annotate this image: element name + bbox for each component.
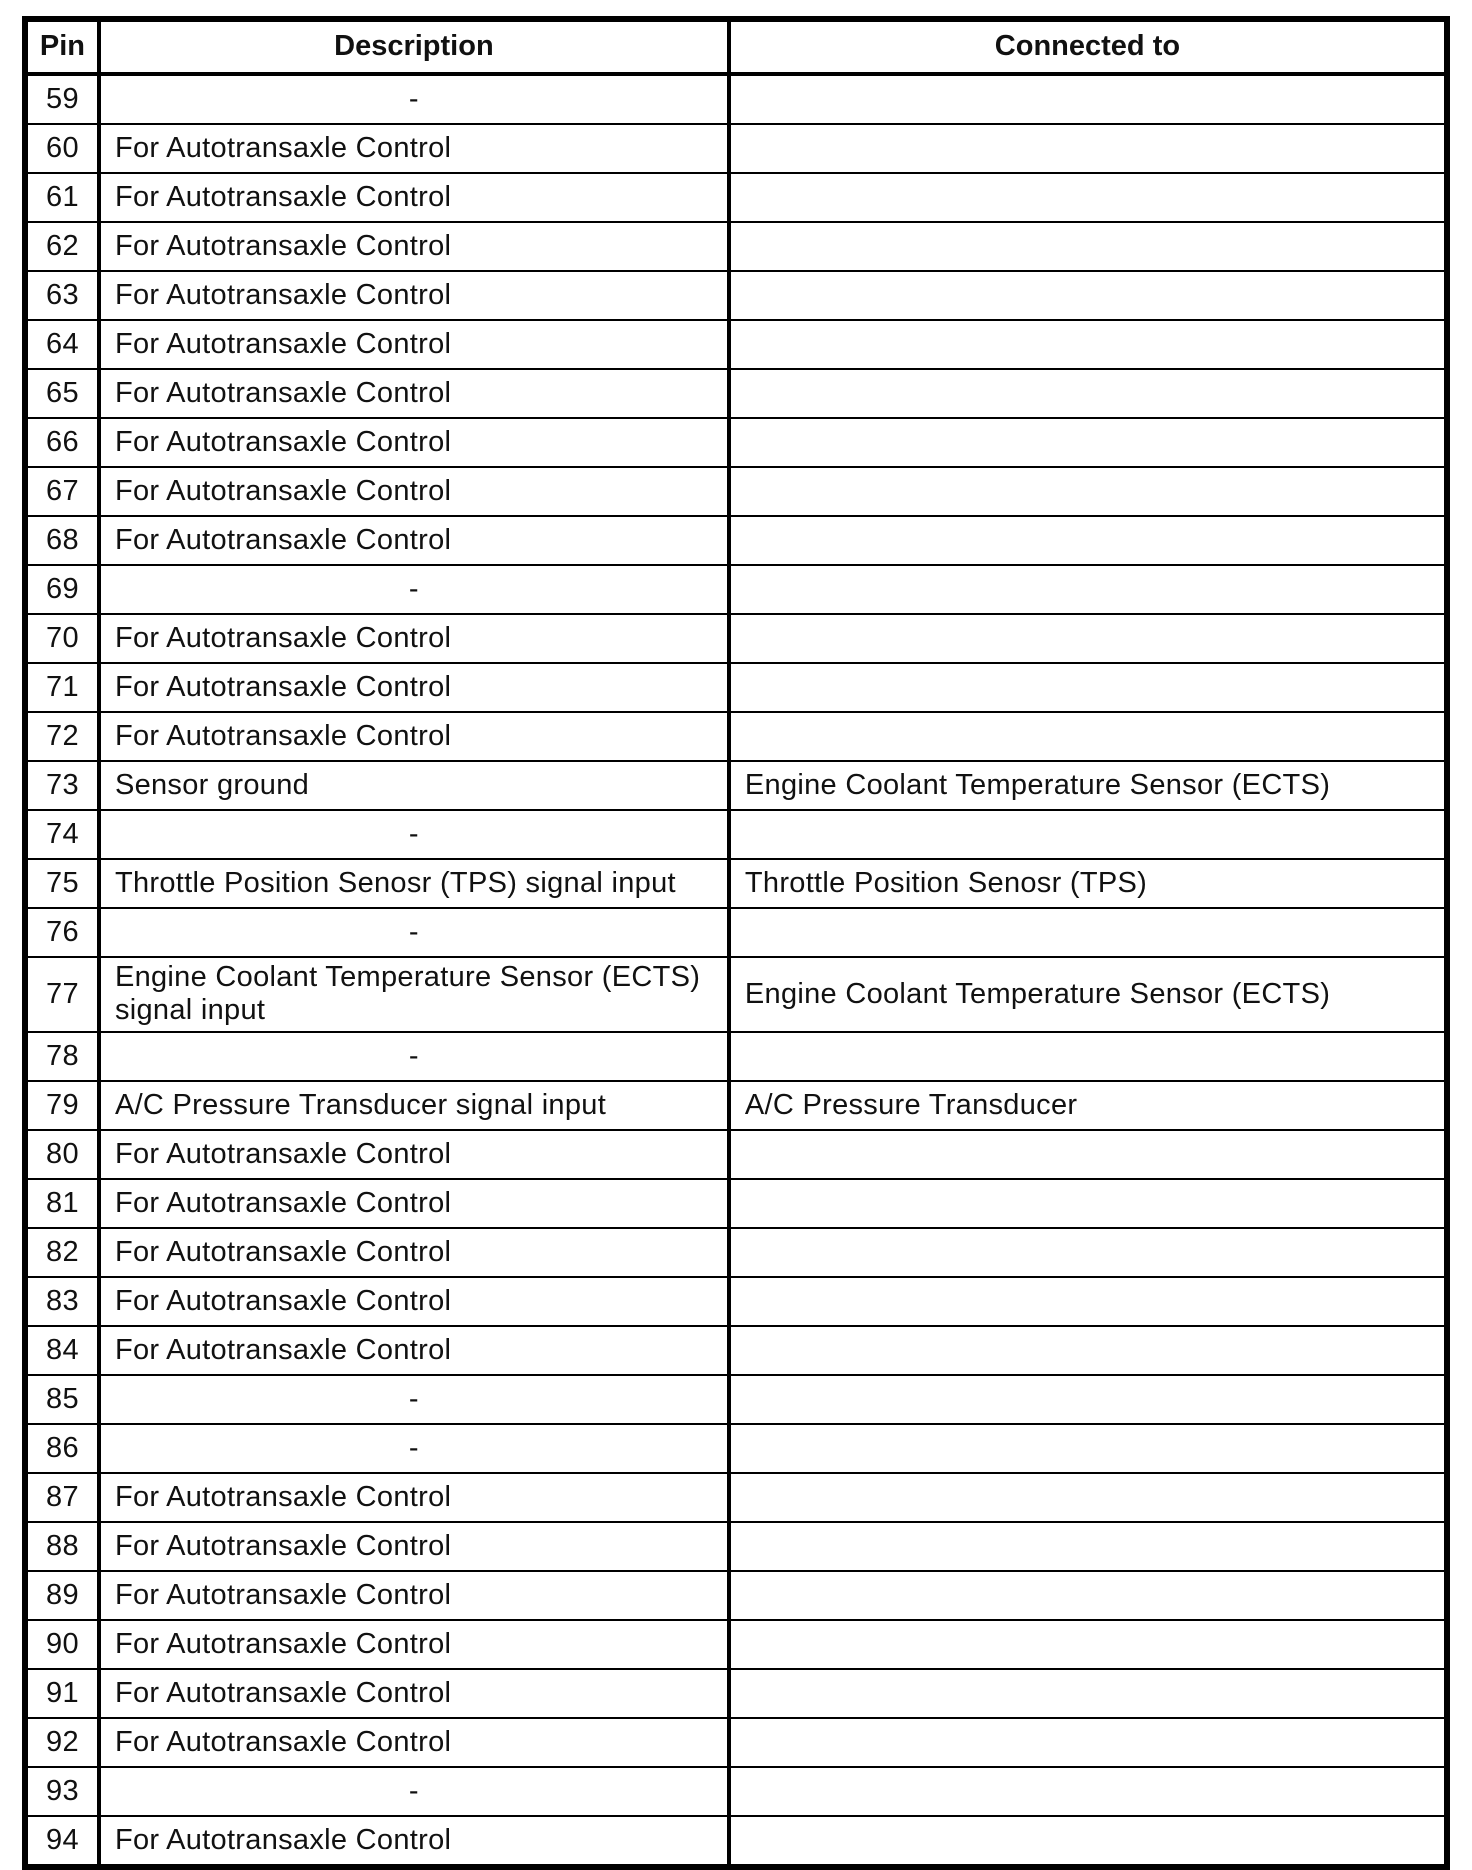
description-cell: For Autotransaxle Control [99, 1473, 729, 1522]
pin-cell: 90 [25, 1620, 99, 1669]
pin-cell: 77 [25, 957, 99, 1032]
connected-cell [729, 1277, 1447, 1326]
connected-cell [729, 1375, 1447, 1424]
pin-assignment-table [22, 16, 1450, 1870]
table-row [25, 467, 1447, 516]
table-row [25, 1032, 1447, 1081]
pin-cell: 88 [25, 1522, 99, 1571]
table-row [25, 1816, 1447, 1867]
description-cell: - [99, 74, 729, 124]
description-cell: For Autotransaxle Control [99, 369, 729, 418]
description-cell: For Autotransaxle Control [99, 712, 729, 761]
table-row [25, 761, 1447, 810]
connected-cell [729, 124, 1447, 173]
pin-cell: 75 [25, 859, 99, 908]
pin-cell: 82 [25, 1228, 99, 1277]
description-cell: For Autotransaxle Control [99, 124, 729, 173]
description-cell: - [99, 810, 729, 859]
description-cell: For Autotransaxle Control [99, 516, 729, 565]
connected-cell [729, 1767, 1447, 1816]
description-cell: Throttle Position Senosr (TPS) signal input [99, 859, 729, 908]
table-row [25, 1522, 1447, 1571]
table-row [25, 1130, 1447, 1179]
table-row [25, 124, 1447, 173]
table-row [25, 565, 1447, 614]
table-row [25, 908, 1447, 957]
header-row [25, 19, 1447, 74]
table-row [25, 516, 1447, 565]
table-row [25, 957, 1447, 1032]
header-pin: Pin [25, 19, 99, 74]
pin-cell: 69 [25, 565, 99, 614]
table-row [25, 1179, 1447, 1228]
connected-cell [729, 1571, 1447, 1620]
table-row [25, 222, 1447, 271]
table-row [25, 1473, 1447, 1522]
table-row [25, 369, 1447, 418]
table-row [25, 663, 1447, 712]
connected-cell [729, 1620, 1447, 1669]
description-cell: For Autotransaxle Control [99, 418, 729, 467]
connected-cell: Engine Coolant Temperature Sensor (ECTS) [729, 957, 1447, 1032]
table-row [25, 1424, 1447, 1473]
table-row [25, 1620, 1447, 1669]
table-row [25, 1767, 1447, 1816]
pin-cell: 76 [25, 908, 99, 957]
description-cell: For Autotransaxle Control [99, 1669, 729, 1718]
connected-cell [729, 1179, 1447, 1228]
description-cell: For Autotransaxle Control [99, 320, 729, 369]
connected-cell [729, 614, 1447, 663]
pin-cell: 61 [25, 173, 99, 222]
description-cell: - [99, 1767, 729, 1816]
connected-cell: Engine Coolant Temperature Sensor (ECTS) [729, 761, 1447, 810]
pin-cell: 79 [25, 1081, 99, 1130]
connected-cell [729, 712, 1447, 761]
connected-cell [729, 74, 1447, 124]
connected-cell [729, 1718, 1447, 1767]
description-cell: For Autotransaxle Control [99, 1130, 729, 1179]
connected-cell: A/C Pressure Transducer [729, 1081, 1447, 1130]
table-row [25, 320, 1447, 369]
description-cell: For Autotransaxle Control [99, 1816, 729, 1867]
description-cell: Sensor ground [99, 761, 729, 810]
pin-cell: 87 [25, 1473, 99, 1522]
pin-cell: 62 [25, 222, 99, 271]
description-cell: For Autotransaxle Control [99, 1326, 729, 1375]
pin-cell: 81 [25, 1179, 99, 1228]
pin-cell: 59 [25, 74, 99, 124]
connected-cell [729, 1032, 1447, 1081]
connected-cell [729, 1522, 1447, 1571]
description-cell: For Autotransaxle Control [99, 663, 729, 712]
pin-cell: 70 [25, 614, 99, 663]
table-row [25, 1228, 1447, 1277]
connected-cell [729, 1473, 1447, 1522]
connected-cell [729, 320, 1447, 369]
connected-cell: Throttle Position Senosr (TPS) [729, 859, 1447, 908]
table-row [25, 74, 1447, 124]
pin-cell: 60 [25, 124, 99, 173]
description-cell: For Autotransaxle Control [99, 173, 729, 222]
pin-cell: 94 [25, 1816, 99, 1867]
pin-cell: 65 [25, 369, 99, 418]
table-row [25, 810, 1447, 859]
pin-cell: 93 [25, 1767, 99, 1816]
connected-cell [729, 1669, 1447, 1718]
connected-cell [729, 1228, 1447, 1277]
description-cell: For Autotransaxle Control [99, 614, 729, 663]
table-row [25, 1571, 1447, 1620]
header-connected-to: Connected to [729, 19, 1447, 74]
description-cell: For Autotransaxle Control [99, 1620, 729, 1669]
table-row [25, 1718, 1447, 1767]
description-cell: For Autotransaxle Control [99, 222, 729, 271]
connected-cell [729, 173, 1447, 222]
connected-cell [729, 1326, 1447, 1375]
description-cell: For Autotransaxle Control [99, 1522, 729, 1571]
table-row [25, 1277, 1447, 1326]
table-row [25, 271, 1447, 320]
pin-cell: 74 [25, 810, 99, 859]
pin-cell: 83 [25, 1277, 99, 1326]
connected-cell [729, 369, 1447, 418]
description-cell: For Autotransaxle Control [99, 1571, 729, 1620]
connected-cell [729, 516, 1447, 565]
table-row [25, 1081, 1447, 1130]
description-cell: For Autotransaxle Control [99, 271, 729, 320]
table-body [25, 74, 1447, 1867]
pin-cell: 73 [25, 761, 99, 810]
table-row [25, 173, 1447, 222]
description-cell: For Autotransaxle Control [99, 467, 729, 516]
description-cell: A/C Pressure Transducer signal input [99, 1081, 729, 1130]
connected-cell [729, 1816, 1447, 1867]
description-cell: - [99, 908, 729, 957]
pin-cell: 64 [25, 320, 99, 369]
pin-cell: 92 [25, 1718, 99, 1767]
connected-cell [729, 1130, 1447, 1179]
pin-cell: 71 [25, 663, 99, 712]
pin-cell: 86 [25, 1424, 99, 1473]
description-cell: Engine Coolant Temperature Sensor (ECTS) signal input [99, 957, 729, 1032]
connected-cell [729, 1424, 1447, 1473]
pin-cell: 84 [25, 1326, 99, 1375]
table-row [25, 614, 1447, 663]
table-header [25, 19, 1447, 74]
table-row [25, 1375, 1447, 1424]
table-row [25, 859, 1447, 908]
description-cell: For Autotransaxle Control [99, 1277, 729, 1326]
description-cell: - [99, 1032, 729, 1081]
pin-cell: 66 [25, 418, 99, 467]
pin-cell: 67 [25, 467, 99, 516]
pin-cell: 78 [25, 1032, 99, 1081]
description-cell: - [99, 1375, 729, 1424]
table-row [25, 1669, 1447, 1718]
connected-cell [729, 222, 1447, 271]
description-cell: For Autotransaxle Control [99, 1179, 729, 1228]
table-row [25, 418, 1447, 467]
pin-cell: 85 [25, 1375, 99, 1424]
connected-cell [729, 663, 1447, 712]
pin-cell: 91 [25, 1669, 99, 1718]
connected-cell [729, 467, 1447, 516]
connected-cell [729, 565, 1447, 614]
header-description: Description [99, 19, 729, 74]
table-row [25, 1326, 1447, 1375]
pin-cell: 68 [25, 516, 99, 565]
connected-cell [729, 271, 1447, 320]
connected-cell [729, 908, 1447, 957]
table-row [25, 712, 1447, 761]
connected-cell [729, 810, 1447, 859]
pin-cell: 89 [25, 1571, 99, 1620]
pin-cell: 80 [25, 1130, 99, 1179]
pin-cell: 63 [25, 271, 99, 320]
pin-cell: 72 [25, 712, 99, 761]
description-cell: For Autotransaxle Control [99, 1228, 729, 1277]
description-cell: - [99, 565, 729, 614]
connected-cell [729, 418, 1447, 467]
description-cell: - [99, 1424, 729, 1473]
description-cell: For Autotransaxle Control [99, 1718, 729, 1767]
